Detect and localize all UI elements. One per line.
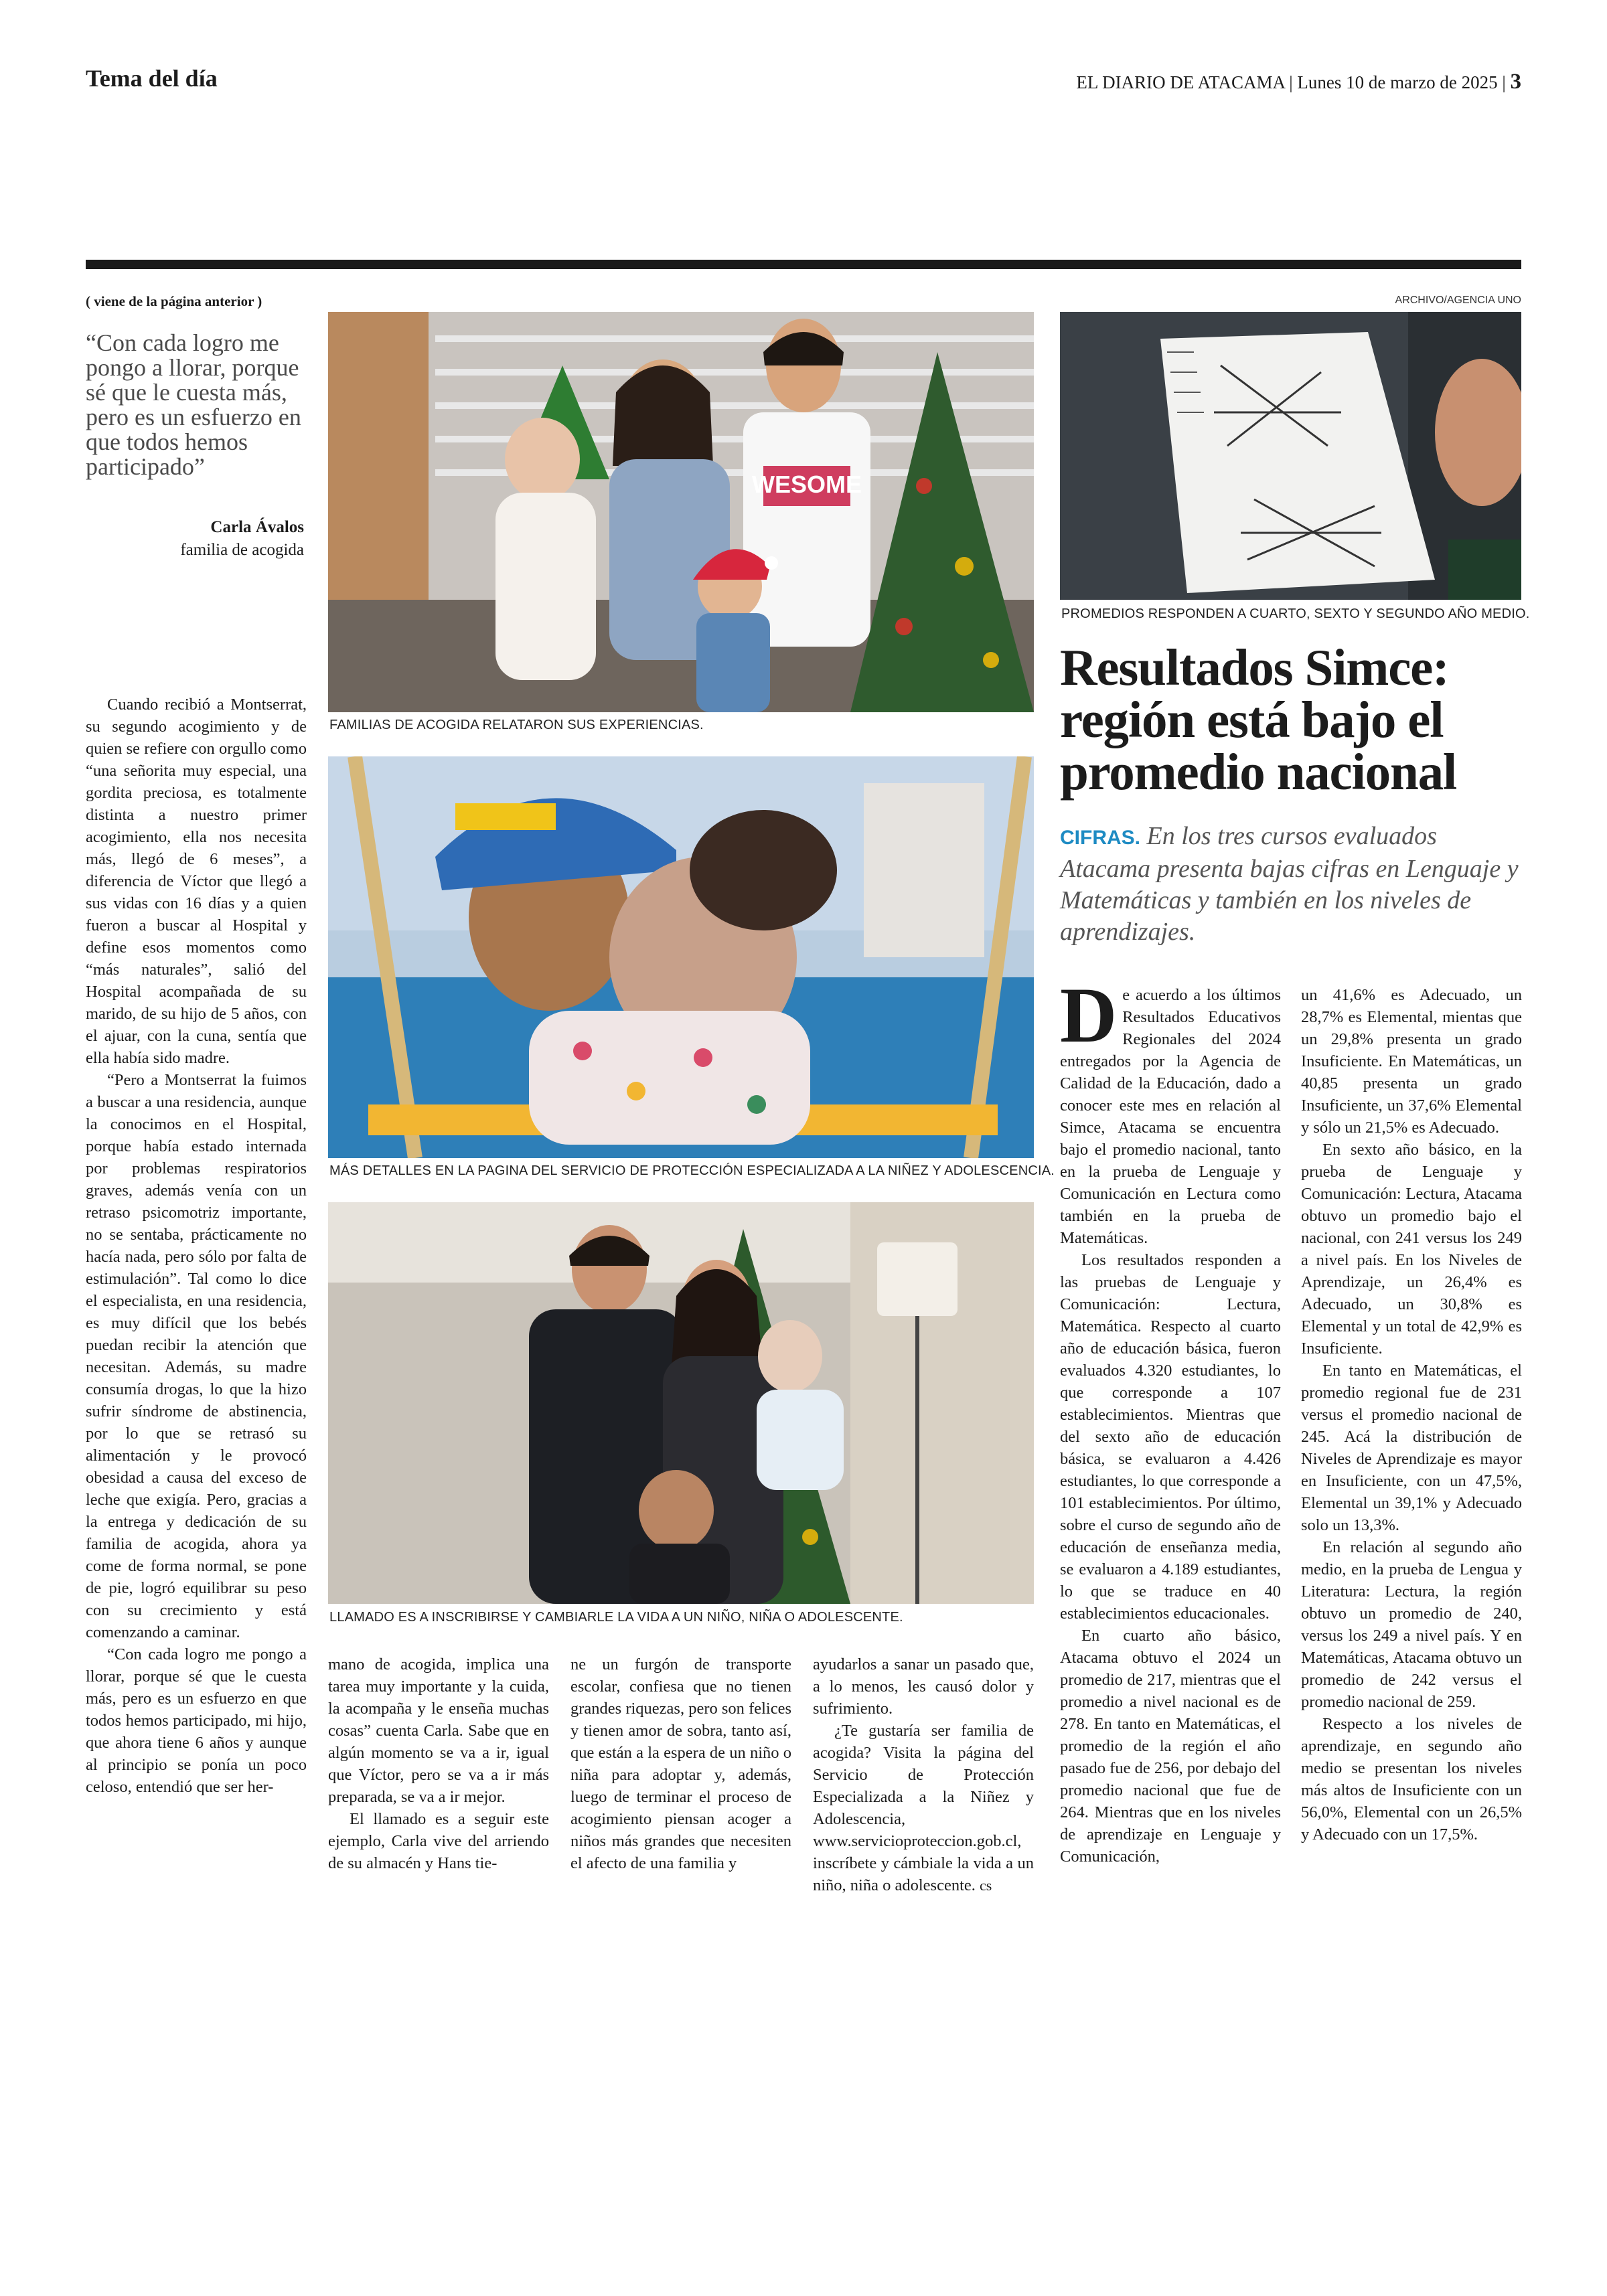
story2-paragraph: e acuerdo a los últimos Resultados Educativos Regionales del 2024 entregados por la Agencia de Calidad de la Educación, dado a conocer este mes en relación al Simce, Atacama se encuentra bajo el promedio nacional, tanto en la prueba de Lenguaje y Comunicación en Lectura como también en la prueba de Matemáticas. bbox=[1060, 986, 1281, 1247]
section-name: Tema del día bbox=[86, 65, 218, 92]
shirt-print: WESOME bbox=[751, 471, 862, 498]
story2-paragraph: En relación al segundo año medio, en la prueba de Lengua y Literatura: Lectura, la región obtuvo un promedio de 240, versus los 249 a nivel país. Y en Matemáticas, Atacama obtuvo un promedio de 242 versus el promedio nacional de 259. bbox=[1301, 1538, 1522, 1711]
subheadline bbox=[1060, 821, 1522, 948]
photo4-caption: PROMEDIOS RESPONDEN A CUARTO, SEXTO Y SEGUNDO AÑO MEDIO. bbox=[1061, 606, 1530, 621]
story1-paragraph: ne un furgón de transporte escolar, confiesa que no tienen grandes riquezas, pero son felices y tienen amor de sobra, tanto así, que están a la espera de un niño o niña para adoptar y, además, luego de terminar el proceso de acogimiento piensan acoger a niños más grandes que necesiten el afecto de una familia y bbox=[570, 1655, 791, 1872]
headline: Resultados Simce: región está bajo el promedio nacional bbox=[1060, 639, 1457, 801]
story1-paragraph: Cuando recibió a Montserrat, su segundo acogimiento y de quien se refiere con orgullo como “una señorita muy especial, una gordita preciosa, es totalmente distinta a nuestro primer acogimiento, ella nos necesita más, llegó de 6 meses”, a diferencia de Víctor que llegó a sus vidas con 16 días y a quien fueron a buscar al Hospital y define esos momentos como “más naturales”, salió del Hospital acompañada de su marido, de su hijo de 5 años, con el ajuar, con la cuna, sentía que ella había sido madre. bbox=[86, 695, 307, 1067]
subhead-text: En los tres cursos evaluados Atacama presenta bajas cifras en Lenguaje y Matemáticas y también en los niveles de aprendizajes. bbox=[1060, 822, 1519, 946]
story2-paragraph: En cuarto año básico, Atacama obtuvo el 2024 un promedio de 217, mientras que el promedio a nivel nacional es de 278. En tanto en Matemáticas, el promedio de la región el año pasado fue de 256, por debajo del promedio nacional que fue de 264. Mientras que en los niveles de aprendizaje en Lenguaje y Comunicación, bbox=[1060, 1627, 1281, 1866]
photo3-caption: LLAMADO ES A INSCRIBIRSE Y CAMBIARLE LA VIDA A UN NIÑO, NIÑA O ADOLESCENTE. bbox=[329, 1610, 903, 1625]
story1-paragraph: ¿Te gustaría ser familia de acogida? Visita la página del Servicio de Protección Especializada a la Niñez y Adolescencia, www.servicioproteccion.gob.cl, inscríbete y cámbiale la vida a un niño, niña o adolescente. bbox=[813, 1722, 1034, 1894]
story2-col1 bbox=[1060, 971, 1281, 1868]
story2-paragraph: un 41,6% es Adecuado, un 28,7% es Elemental, mientas que un 29,8% presenta un grado Insuficiente. En Matemáticas, un 40,85 presenta un grado Insuficiente, un 37,6% Elemental y sólo un 21,5% es Adecuado. bbox=[1301, 986, 1522, 1137]
story1-paragraph: El llamado es a seguir este ejemplo, Carla vive del arriendo de su almacén y Hans tie- bbox=[328, 1810, 549, 1872]
photo1-caption: FAMILIAS DE ACOGIDA RELATARON SUS EXPERIENCIAS. bbox=[329, 718, 704, 732]
story2-col2 bbox=[1301, 984, 1522, 1846]
story1-col2 bbox=[328, 1653, 549, 1874]
kids-swing-photo bbox=[328, 756, 1034, 1158]
story1-paragraph: “Con cada logro me pongo a llorar, porque sé que le cuesta más, pero es un esfuerzo en que todos hemos participado, mi hijo, que ahora tiene 6 años y aunque al principio se ponía un poco celoso, entendió que ser her- bbox=[86, 1645, 307, 1796]
math-worksheet-photo bbox=[1060, 312, 1521, 600]
story1-last-paragraph bbox=[813, 1720, 1034, 1896]
story1-col1 bbox=[86, 693, 307, 1798]
top-rule bbox=[86, 260, 1521, 269]
story2-paragraph: Los resultados responden a las pruebas de Lenguaje y Comunicación: Lectura, Matemática. Respecto al cuarto año de educación básica, fueron evaluados 4.320 estudiantes, lo que corresponde a 107 establecimientos. Mientras que del sexto año de educación básica, se evaluaron a 4.426 estudiantes, lo que corresponde a 101 establecimientos. Por último, sobre el curso de segundo año de educación de enseñanza media, se evaluaron a 4.189 estudiantes, lo que se traduce en 40 establecimientos educacionales. bbox=[1060, 1251, 1281, 1623]
story2-paragraph: En tanto en Matemáticas, el promedio regional fue de 231 versus el promedio nacional de 245. Acá la distribución de Niveles de Aprendizaje es mayor en Insuficiente, con un 47,5%, Elemental un 39,1% y Adecuado solo un 13,3%. bbox=[1301, 1362, 1522, 1534]
story1-paragraph: mano de acogida, implica una tarea muy importante y la cuida, la acompaña y le enseña muchas cosas” cuenta Carla. Sabe que en algún momento se va a ir, igual que Víctor, pero se va a ir más preparada, se va a ir mejor. bbox=[328, 1655, 549, 1806]
quote-role: familia de acogida bbox=[180, 541, 304, 559]
continued-note: ( viene de la página anterior ) bbox=[86, 293, 262, 309]
story2-paragraph: En sexto año básico, en la prueba de Lenguaje y Comunicación: Lectura, Atacama obtuvo un promedio bajo el nacional, con 241 versus los 249 a nivel país. En los Niveles de Aprendizaje, un 26,4% es Adecuado, un 30,8% es Elemental y un total de 42,9% es Insuficiente. bbox=[1301, 1141, 1522, 1358]
dropcap: D bbox=[1060, 971, 1118, 1059]
newspaper-name: EL DIARIO DE ATACAMA bbox=[1076, 72, 1285, 92]
end-mark: cs bbox=[980, 1877, 992, 1894]
story1-paragraph: “Pero a Montserrat la fuimos a buscar a una residencia, aunque la conocimos en el Hospital, porque había estado internada por problemas respiratorios graves, además venía con un retraso psicomotriz importante, no se sentaba, prácticamente no hacía nada, pero sólo por falta de estimulación”. Tal como lo dice el especialista, en una residencia, es muy difícil que los bebés puedan recibir la atención que necesitan. Además, su madre consumía drogas, lo que la hizo sufrir síndrome de abstinencia, por lo que se retrasó su alimentación y le provocó obesidad a causa del exceso de leche que exigía. Pero, gracias a la entrega y dedicación de su familia de acogida, ahora ya come de forma normal, se pone de pie, logró equilibrar su peso con su crecimiento y está comenzando a caminar. bbox=[86, 1071, 307, 1641]
page-number: 3 bbox=[1510, 70, 1521, 94]
page-header-info: EL DIARIO DE ATACAMA | Lunes 10 de marzo de 2025 | 3 bbox=[1076, 70, 1521, 94]
family-photo-christmas bbox=[328, 312, 1034, 712]
kicker: CIFRAS. bbox=[1060, 827, 1140, 849]
issue-date: Lunes 10 de marzo de 2025 bbox=[1297, 72, 1498, 92]
story1-col3 bbox=[570, 1653, 791, 1874]
quote-author: Carla Ávalos bbox=[210, 518, 304, 536]
photo2-caption: MÁS DETALLES EN LA PAGINA DEL SERVICIO DE PROTECCIÓN ESPECIALIZADA A LA NIÑEZ Y ADOLESCENCIA. bbox=[329, 1163, 1055, 1178]
story2-paragraph: Respecto a los niveles de aprendizaje, en segundo año medio se presentan los niveles más altos de Insuficiente con un 56,0%, Elemental con un 26,5% y Adecuado con un 17,5%. bbox=[1301, 1715, 1522, 1843]
family-photo-tree bbox=[328, 1202, 1034, 1604]
photo-credit: ARCHIVO/AGENCIA UNO bbox=[1395, 295, 1521, 306]
story2-first-paragraph bbox=[1060, 971, 1281, 1249]
story1-paragraph: ayudarlos a sanar un pasado que, a lo menos, les causó dolor y sufrimiento. bbox=[813, 1655, 1034, 1718]
pull-quote: “Con cada logro me pongo a llorar, porque sé que le cuesta más, pero es un esfuerzo en que todos hemos participado” bbox=[86, 329, 301, 480]
story1-col4 bbox=[813, 1653, 1034, 1896]
